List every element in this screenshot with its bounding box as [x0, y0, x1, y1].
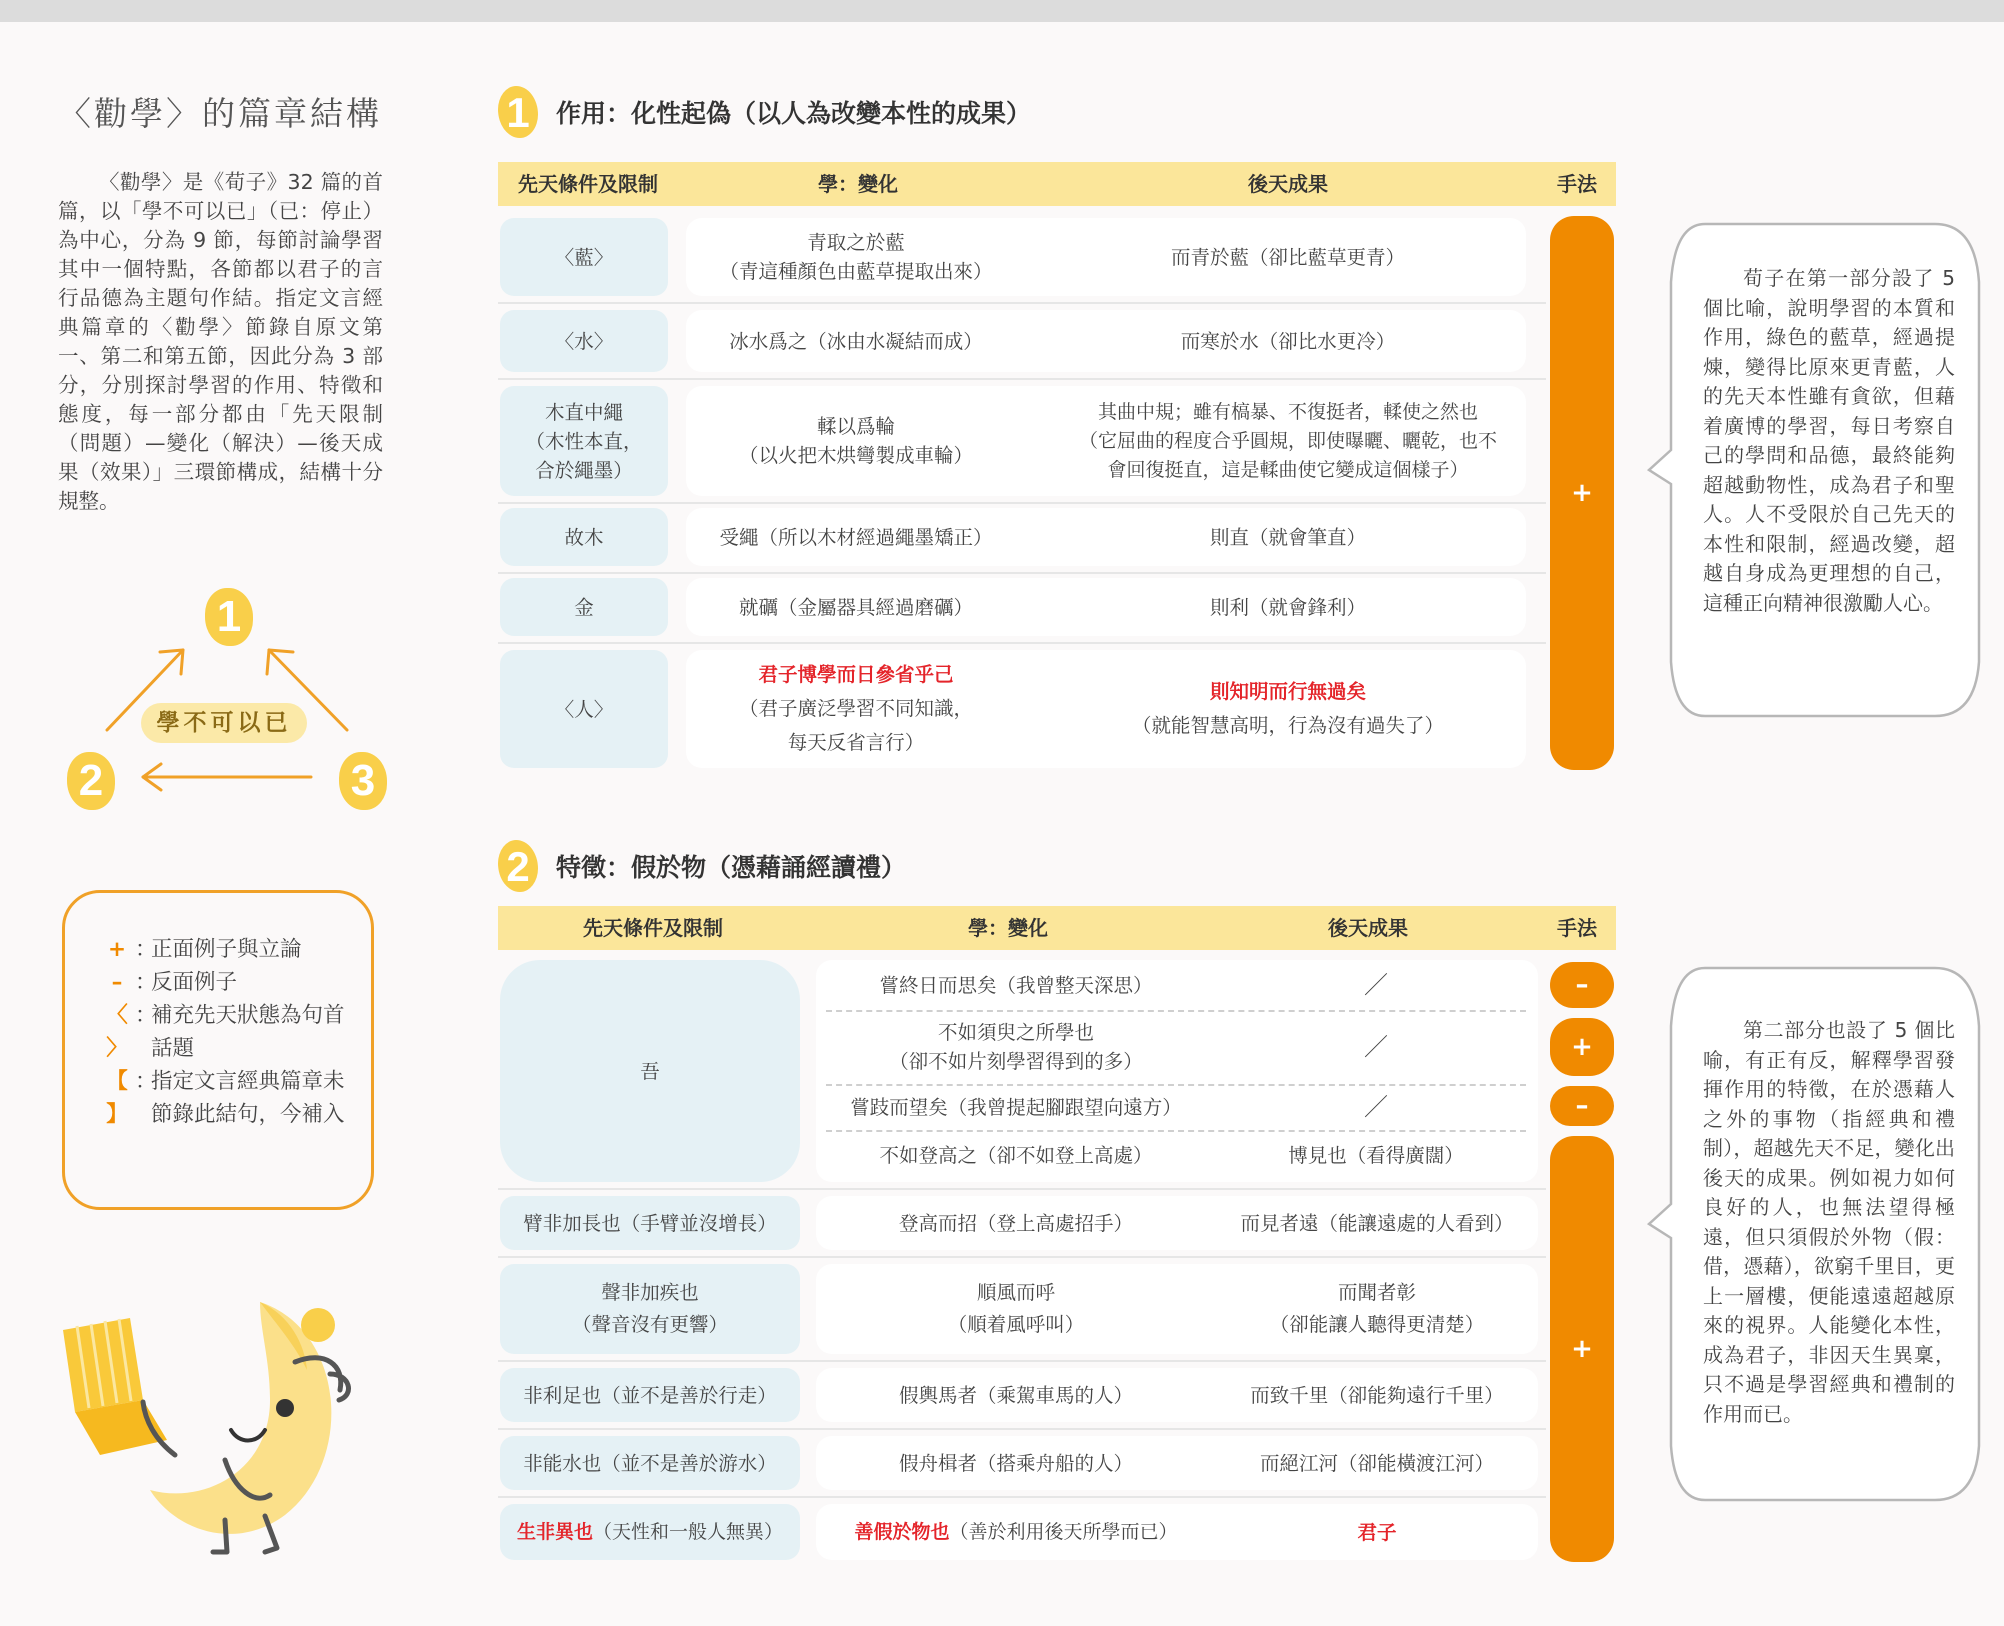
table-cell-result [1038, 650, 1538, 768]
table-cell-change: 假舟楫者（搭乘舟船的人） [898, 1451, 1133, 1475]
table-cell-change: 就礪（金屬器具經過磨礪） [738, 595, 973, 619]
change-text: 不如須臾之所學也 [937, 1021, 1094, 1044]
cycle-diagram [55, 580, 395, 820]
header-method: 手法 [1557, 172, 1597, 196]
intro-text: 〈勸學〉是《荀子》32 篇的首篇，以「學不可以已」（已：停止）為中心，分為 9 節，每節討論學習其中一個特點，各節都以君子的言行品德為主題句作結。指定文言經典篇章的〈勸學〉節錄自原文第一、第二和第五節，因此分為 3 部分，分別探討學習的作用、特徵和態度，每一部分都由「先天限制（問題）—變化（解決）—後天成果（效果）」三環節構成，結構十分規整。 [58, 170, 383, 513]
legend-colon: ： [135, 1069, 157, 1094]
header-change: 學：變化 [818, 172, 898, 196]
table-cell-result: 而青於藍（卻比藍草更青） [1170, 245, 1405, 269]
header-change: 學：變化 [968, 916, 1048, 940]
table-cell-pre: 非能水也（並不是善於游水） [500, 1436, 800, 1490]
page-title: 〈勸學〉的篇章結構 [58, 94, 382, 133]
bubble-2-paragraph: 第二部分也設了 5 個比喻，有正有反，解釋學習發揮作用的特徵，在於憑藉人之外的事物（指經典和禮制），超越先天不足，變化出後天的成果。例如視力如何良好的人，也無法望得極遠，但只須假於外物（假：借，憑藉），欲窮千里目，更上一層樓，便能遠遠超越原來的視界。人能變化本性，成為君子，非因天生異稟，只不過是學習經典和禮制的作用而已。 [1703, 1018, 1955, 1426]
annotation-bubble-2 [1645, 966, 1985, 1506]
section2-heading [498, 840, 906, 892]
method-marker-positive: + [1550, 1018, 1614, 1076]
method-bar-positive: + [1550, 1136, 1614, 1562]
table-cell-change: 受繩（所以木材經過繩墨矯正） [719, 525, 993, 549]
table-cell-result: ／ [1364, 1092, 1388, 1121]
row-divider [498, 572, 1546, 574]
change-text: 順風而呼 [976, 1281, 1055, 1304]
row-divider [498, 378, 1546, 380]
bubble-2-text [1703, 1016, 1955, 1429]
table-cell-result: ／ [1364, 1032, 1388, 1061]
change-gloss: （君子廣泛學習不同知識， [738, 697, 973, 720]
change-gloss: （以火把木烘彎製成車輪） [738, 444, 973, 467]
table-cell-pre-wu: 吾 [500, 960, 800, 1182]
bubble-1-paragraph: 荀子在第一部分設了 5 個比喻，說明學習的本質和作用，綠色的藍草，經過提煉，變得比原來更青藍，人的先天本性雖有貪欲，但藉着廣博的學習，每日考察自己的學問和品德，最終能夠超越動物性，成為君子和聖人。人不受限於自己先天的本性和限制，經過改變，超越自身成為更理想的自己，這種正向精神很激勵人心。 [1703, 266, 1955, 615]
table-cell-change: 假輿馬者（乘駕車馬的人） [898, 1383, 1133, 1407]
header-result: 後天成果 [1248, 172, 1328, 196]
result-text: 而聞者彰 [1337, 1281, 1416, 1304]
result-gloss: （卻能讓人聽得更清楚） [1269, 1313, 1485, 1336]
row-divider [498, 1256, 1546, 1258]
table-cell-change [816, 1504, 1216, 1560]
table-cell-pre [500, 1264, 800, 1354]
row-divider [498, 1428, 1546, 1430]
change-gloss: （善於利用後天所學而已） [949, 1520, 1178, 1543]
result-text: 其曲中規；雖有槁暴、不復挺者，輮使之然也 [1097, 400, 1478, 423]
table-cell-result: 而致千里（卻能夠遠行千里） [1250, 1383, 1504, 1407]
section1-heading [498, 86, 1031, 138]
plus-icon: + [107, 937, 126, 962]
table-cell-change: 嘗跂而望矣（我曾提起腳跟望向遠方） [850, 1095, 1182, 1119]
table-cell-change [686, 650, 1026, 768]
table-cell-result [1216, 1264, 1538, 1354]
change-text: 青取之於藍 [807, 231, 905, 254]
legend-row-negative [99, 966, 349, 999]
table-cell-result: 博見也（看得廣闊） [1288, 1143, 1464, 1167]
legend-text: 補充先天狀態為句首話題 [151, 1003, 345, 1061]
change-highlight: 君子博學而日參省乎己 [758, 663, 954, 686]
minus-icon: – [111, 970, 123, 995]
table-cell-result: 而寒於水（卻比水更冷） [1180, 329, 1396, 353]
pre-gloss: （聲音沒有更響） [571, 1313, 728, 1336]
legend-row-square [99, 1065, 349, 1131]
moon-mascot-icon [55, 1290, 405, 1560]
change-gloss: （青這種顏色由藍草提取出來） [719, 260, 993, 283]
change-gloss: 每天反省言行） [787, 731, 925, 754]
table-cell-result: 則利（就會鋒利） [1209, 595, 1366, 619]
intro-paragraph [58, 168, 383, 516]
legend-text: 反面例子 [151, 970, 238, 995]
result-gloss: （就能智慧高明，行為沒有過失了） [1131, 714, 1444, 737]
section1-table [498, 162, 1616, 774]
table-cell-change: 冰水爲之（冰由水凝結而成） [729, 329, 983, 353]
table-cell-result: 而絕江河（卻能橫渡江河） [1259, 1451, 1494, 1475]
legend-text: 指定文言經典篇章未節錄此結句，今補入 [151, 1069, 345, 1127]
legend-text: 正面例子與立論 [151, 937, 302, 962]
pre-gloss: （天性和一般人無異） [593, 1520, 784, 1543]
angle-bracket-icon: 〈 〉 [106, 1003, 128, 1061]
legend-colon: ： [135, 1003, 157, 1028]
cycle-center-label: 學不可以已 [141, 703, 307, 743]
table-cell-pre: 故木 [500, 508, 668, 566]
table-cell-change [816, 1012, 1216, 1082]
table-cell-pre: 〈人〉 [500, 650, 668, 768]
method-marker-negative: – [1550, 962, 1614, 1008]
pre-gloss: （木性本直， [525, 429, 643, 453]
result-gloss: （它屈曲的程度合乎圓規，即使曝曬、曬乾，也不 [1078, 429, 1497, 452]
bubble-1-text [1703, 264, 1955, 618]
top-bar [0, 0, 2004, 22]
table-cell-pre: 臂非加長也（手臂並沒增長） [500, 1196, 800, 1250]
book-icon [63, 1318, 167, 1455]
legend-colon: ： [135, 937, 157, 962]
cycle-node-3: 3 [339, 752, 387, 810]
legend-row-positive [99, 933, 349, 966]
table-cell-result: 則直（就會筆直） [1209, 525, 1366, 549]
change-text: 輮以爲輪 [816, 415, 895, 438]
row-divider [498, 1188, 1546, 1190]
table-cell-pre: 金 [500, 578, 668, 636]
table-cell-result: ／ [1364, 970, 1388, 999]
header-method: 手法 [1557, 916, 1597, 940]
table-cell-change [686, 386, 1026, 496]
table-cell-pre: 非利足也（並不是善於行走） [500, 1368, 800, 1422]
row-divider [498, 302, 1546, 304]
table-cell-change: 嘗終日而思矣（我曾整天深思） [879, 973, 1153, 997]
section2-title: 特徵：假於物（憑藉誦經讀禮） [556, 853, 907, 882]
header-pre: 先天條件及限制 [583, 916, 723, 940]
row-divider [498, 502, 1546, 504]
header-pre: 先天條件及限制 [518, 172, 658, 196]
table-cell-pre: 〈水〉 [500, 310, 668, 372]
cycle-node-1: 1 [205, 588, 253, 646]
row-divider [498, 642, 1546, 644]
cycle-node-2: 2 [67, 752, 115, 810]
change-gloss: （卻不如片刻學習得到的多） [889, 1050, 1143, 1073]
row-divider [498, 1496, 1546, 1498]
pre-text: 木直中繩 [544, 400, 623, 424]
table-cell-pre [500, 1504, 800, 1560]
table-cell-change [816, 1264, 1216, 1354]
change-highlight: 善假於物也 [854, 1520, 950, 1543]
section2-number: 2 [498, 840, 538, 892]
table-cell-result: 君子 [1357, 1520, 1397, 1544]
section1-title: 作用：化性起偽（以人為改變本性的成果） [556, 99, 1032, 128]
table-cell-pre: 〈藍〉 [500, 218, 668, 296]
section1-number: 1 [498, 86, 538, 138]
result-highlight: 則知明而行無過矣 [1209, 680, 1366, 703]
square-bracket-icon: 【 】 [106, 1069, 128, 1127]
change-gloss: （順着風呼叫） [947, 1313, 1085, 1336]
pre-gloss: 合於繩墨） [535, 458, 633, 482]
header-result: 後天成果 [1328, 916, 1408, 940]
table-cell-result: 而見者遠（能讓遠處的人看到） [1240, 1211, 1514, 1235]
table-cell-change [686, 218, 1026, 296]
row-divider [498, 1360, 1546, 1362]
method-marker-negative: – [1550, 1086, 1614, 1126]
table-cell-change: 登高而招（登上高處招手） [898, 1211, 1133, 1235]
table-cell-pre [500, 386, 668, 496]
legend-box [62, 890, 374, 1210]
moon-mascot-illustration [55, 1290, 405, 1560]
legend-colon: ： [135, 970, 157, 995]
pre-text: 聲非加疾也 [601, 1281, 699, 1304]
result-gloss: 會回復挺直，這是輮曲使它變成這個樣子） [1107, 458, 1469, 481]
annotation-bubble-1 [1645, 222, 1985, 722]
method-bar-positive: + [1550, 216, 1614, 770]
pre-highlight: 生非異也 [516, 1520, 593, 1543]
table-cell-result [1038, 386, 1538, 496]
section2-table [498, 906, 1616, 1566]
legend-row-angle [99, 999, 349, 1065]
table-cell-change: 不如登高之（卻不如登上高處） [879, 1143, 1153, 1167]
